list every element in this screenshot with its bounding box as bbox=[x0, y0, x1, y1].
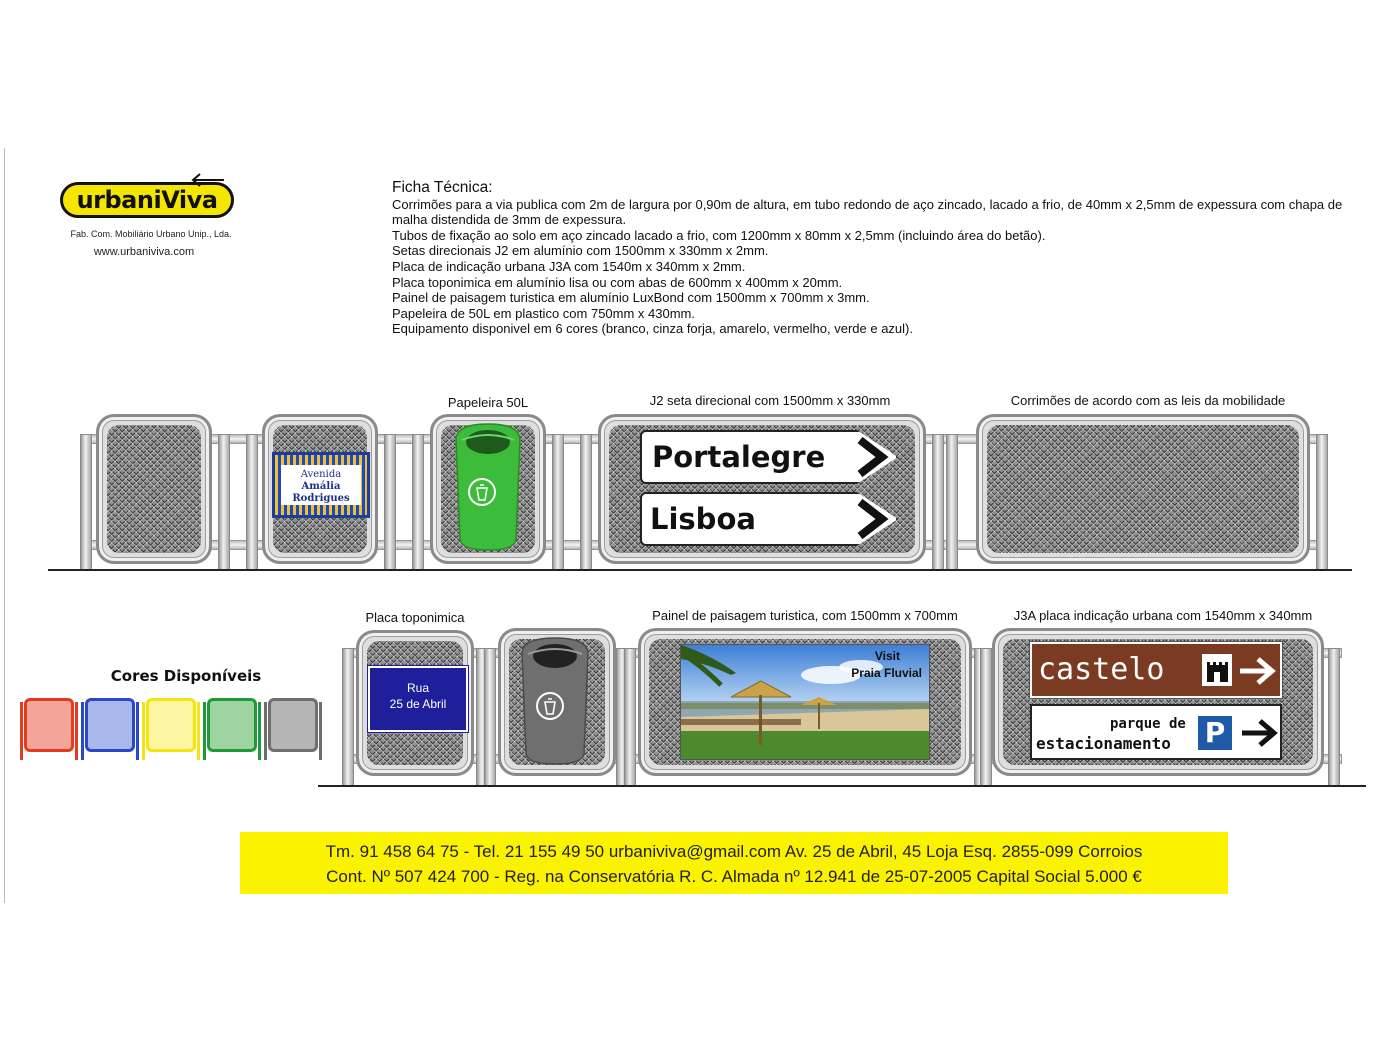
tile-street-sign bbox=[272, 452, 370, 518]
rail-post bbox=[484, 648, 496, 786]
rail-post bbox=[1328, 648, 1340, 786]
color-swatch-verde bbox=[203, 698, 263, 762]
rail-post bbox=[552, 434, 564, 570]
parking-p-icon: P bbox=[1198, 716, 1232, 750]
mesh-panel-large bbox=[976, 414, 1310, 564]
direction-sign-lisboa-text: Lisboa bbox=[650, 502, 756, 536]
street-name-plate bbox=[368, 666, 468, 732]
left-border-line bbox=[4, 148, 5, 903]
color-swatch-cinza bbox=[264, 698, 324, 762]
grey-waste-bin-icon bbox=[518, 636, 592, 771]
mesh-panel bbox=[96, 414, 212, 564]
caption-corrimoes: Corrimões de acordo com as leis da mobilidade bbox=[1010, 393, 1286, 408]
parking-sign-line-1: parque de bbox=[1110, 716, 1186, 732]
rail-post bbox=[80, 434, 92, 570]
brand-website[interactable]: www.urbaniviva.com bbox=[93, 246, 195, 258]
spec-line: Setas direcionais J2 em alumínio com 1500mm x 330mm x 2mm. bbox=[392, 243, 769, 259]
castelo-sign-text: castelo bbox=[1038, 652, 1165, 687]
rail-post bbox=[980, 648, 992, 786]
footer-line-2: Cont. Nº 507 424 700 - Reg. na Conservatória R. C. Almada nº 12.941 de 25-07-2005 Capital Social 5.000 € bbox=[326, 867, 1142, 886]
parking-sign-line-2: estacionamento bbox=[1036, 734, 1171, 753]
spec-line: Corrimões para a via publica com 2m de largura por 0,90m de altura, em tubo redondo de aço zincado, lacado a frio, de 40mm x 2,5mm de expessura com chapa de malha distendida de 3mm de expessura. bbox=[392, 196, 1343, 228]
rail-post bbox=[1316, 434, 1328, 570]
tile-sign-line-2: Amália Rodrigues bbox=[292, 481, 350, 504]
spec-line: Equipamento disponivel em 6 cores (branco, cinza forja, amarelo, vermelho, verde e azul). bbox=[392, 321, 913, 337]
rail-post bbox=[624, 648, 636, 786]
caption-j2: J2 seta direcional com 1500mm x 330mm bbox=[649, 393, 891, 408]
brand-tagline: Fab. Com. Mobiliário Urbano Unip., Lda. bbox=[70, 229, 232, 239]
plate-line-1: Rua bbox=[406, 681, 429, 695]
rail-post bbox=[412, 434, 424, 570]
parking-sign bbox=[1030, 704, 1282, 760]
caption-toponimica: Placa toponimica bbox=[365, 610, 465, 625]
green-waste-bin-icon bbox=[452, 422, 524, 557]
spec-line: Painel de paisagem turistica em alumínio LuxBond com 1500mm x 700mm x 3mm. bbox=[392, 290, 870, 306]
rail-post bbox=[932, 434, 944, 570]
caption-j3a: J3A placa indicação urbana com 1540mm x 340mm bbox=[1013, 608, 1313, 623]
chevron-right-icon bbox=[852, 498, 892, 545]
spec-sheet bbox=[392, 180, 1352, 337]
caption-painel: Painel de paisagem turistica, com 1500mm x 700mm bbox=[652, 608, 958, 623]
plate-line-2: 25 de Abril bbox=[389, 697, 447, 711]
colors-title: Cores Disponíveis bbox=[110, 667, 262, 685]
color-swatch-vermelho bbox=[20, 698, 80, 762]
rail-post bbox=[384, 434, 396, 570]
logo-arrow-icon bbox=[190, 172, 230, 193]
rail-post bbox=[246, 434, 258, 570]
spec-line: Papeleira de 50L em plastico com 750mm x 430mm. bbox=[392, 305, 695, 321]
contact-footer bbox=[240, 832, 1228, 894]
direction-sign-portalegre-text: Portalegre bbox=[652, 440, 826, 474]
tourist-line-2: Praia Fluvial bbox=[851, 666, 922, 680]
tourist-panel-text bbox=[840, 648, 922, 682]
spec-line: Placa de indicação urbana J3A com 1540m x 340mm x 2mm. bbox=[392, 258, 746, 274]
footer-line-1: Tm. 91 458 64 75 - Tel. 21 155 49 50 urbaniviva@gmail.com Av. 25 de Abril, 45 Loja Esq. 2855-099 Corroios bbox=[325, 842, 1143, 861]
arrow-right-icon bbox=[1236, 652, 1278, 695]
caption-papeleira: Papeleira 50L bbox=[447, 395, 529, 410]
spec-title: Ficha Técnica: bbox=[392, 179, 493, 196]
color-swatch-amarelo bbox=[142, 698, 202, 762]
brand-name: urbaniViva bbox=[76, 186, 218, 214]
arrow-right-icon bbox=[1238, 714, 1280, 757]
rail-post bbox=[580, 434, 592, 570]
rail-post bbox=[342, 648, 354, 786]
spec-line: Tubos de fixação ao solo em aço zincado lacado a frio, com 1200mm x 80mm x 2,5mm (incluindo área do betão). bbox=[392, 227, 1046, 243]
rail-post bbox=[218, 434, 230, 570]
rail-post bbox=[946, 434, 958, 570]
castle-icon bbox=[1202, 654, 1232, 686]
color-swatches bbox=[20, 698, 326, 762]
tourist-line-1: Visit bbox=[874, 649, 900, 663]
tile-sign-line-1: Avenida bbox=[300, 469, 342, 480]
castelo-sign bbox=[1030, 642, 1282, 698]
ground-line bbox=[318, 785, 1366, 787]
ground-line bbox=[48, 569, 1352, 571]
spec-line: Placa toponimica em alumínio lisa ou com abas de 600mm x 400mm x 20mm. bbox=[392, 274, 843, 290]
color-swatch-azul bbox=[81, 698, 141, 762]
chevron-right-icon bbox=[852, 436, 892, 483]
